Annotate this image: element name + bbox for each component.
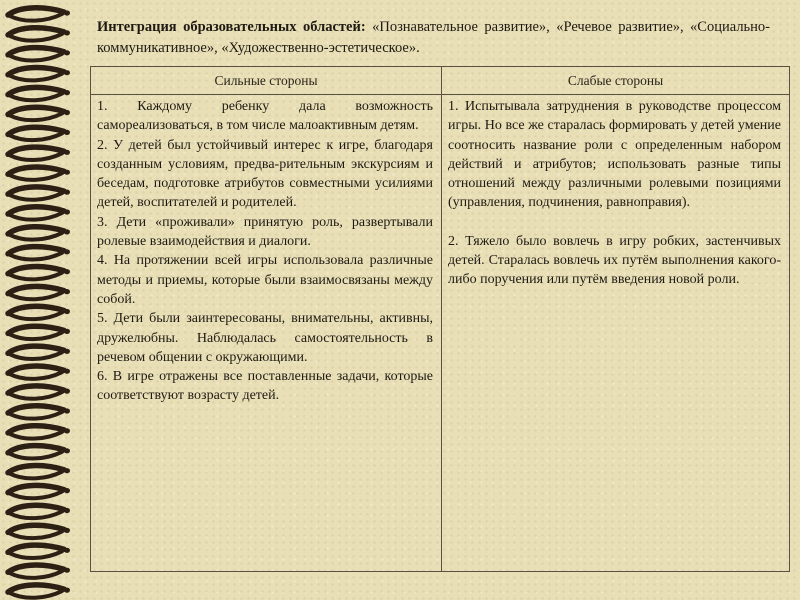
binding-ring	[8, 187, 70, 200]
strength-item: 4. На протяжении всей игры использовала различные методы и приемы, которые были взаимосвязаны между собой.	[97, 253, 433, 307]
header-weaknesses: Слабые стороны	[567, 73, 664, 88]
comparison-table	[90, 66, 790, 572]
binding-ring	[8, 565, 70, 578]
header-strengths: Сильные стороны	[214, 73, 318, 88]
binding-ring	[8, 68, 70, 81]
binding-ring	[8, 306, 70, 319]
binding-ring	[8, 87, 70, 100]
binding-ring	[8, 505, 70, 518]
binding-ring	[8, 207, 70, 220]
title-rest: «Познавательное развитие», «Речевое развитие», «Социально-коммуникативное», «Художественно-эстетическое».	[97, 19, 771, 56]
binding-ring	[8, 386, 70, 399]
binding-ring	[8, 366, 70, 379]
weakness-item: 2. Тяжело было вовлечь в игру робких, застенчивых детей. Старалась вовлечь их путём выполнения какого-либо поручения или путём введения новой роли.	[448, 233, 781, 288]
weakness-item: 1. Испытывала затруднения в руководстве процессом игры. Но все же старалась формировать у детей умение соотносить название роли с определенным набором действий и атрибутов; использовать разные типы отношений между различными ролевыми позициями (управления, подчинения, равноправия).	[448, 99, 781, 211]
binding-ring	[8, 466, 70, 479]
binding-ring	[8, 426, 70, 439]
binding-ring	[8, 107, 70, 120]
binding-ring	[8, 167, 70, 180]
binding-ring	[8, 485, 70, 498]
binding-ring	[8, 247, 70, 260]
binding-ring	[8, 227, 70, 240]
strength-item: 5. Дети были заинтересованы, внимательны, активны, дружелюбны. Наблюдалась самостоятельность в речевом общении с окружающими.	[97, 311, 433, 365]
binding-ring	[8, 326, 70, 339]
binding-ring	[8, 525, 70, 538]
strength-item: 2. У детей был устойчивый интерес к игре, благодаря созданным условиям, предва-рительным экскурсиям и беседам, подготовке атрибутов совместными усилиями детей, воспитателей и родителей.	[97, 137, 433, 211]
strength-item: 1. Каждому ребенку дала возможность самореализоваться, в том числе малоактивным детям.	[97, 99, 433, 134]
binding-ring	[8, 48, 70, 61]
weaknesses-cell	[448, 97, 781, 290]
binding-ring	[8, 545, 70, 558]
strengths-cell	[97, 97, 433, 406]
binding-ring	[8, 446, 70, 459]
binding-ring	[8, 8, 70, 21]
binding-ring	[8, 28, 70, 41]
title-bold: Интеграция образовательных областей:	[97, 19, 366, 35]
spiral-binding-icon	[0, 0, 72, 600]
binding-ring	[8, 286, 70, 299]
binding-ring	[8, 127, 70, 140]
strength-item: 3. Дети «проживали» принятую роль, развертывали ролевые взаимодействия и диалоги.	[97, 214, 433, 250]
strength-item: 6. В игре отражены все поставленные задачи, которые соответствуют возрасту детей.	[97, 369, 433, 404]
binding-ring	[8, 346, 70, 359]
binding-ring	[8, 585, 70, 598]
binding-ring	[8, 406, 70, 419]
table-header-row	[91, 67, 789, 95]
column-divider	[441, 67, 442, 571]
binding-ring	[8, 147, 70, 160]
page-title	[97, 17, 770, 59]
binding-ring	[8, 267, 70, 280]
